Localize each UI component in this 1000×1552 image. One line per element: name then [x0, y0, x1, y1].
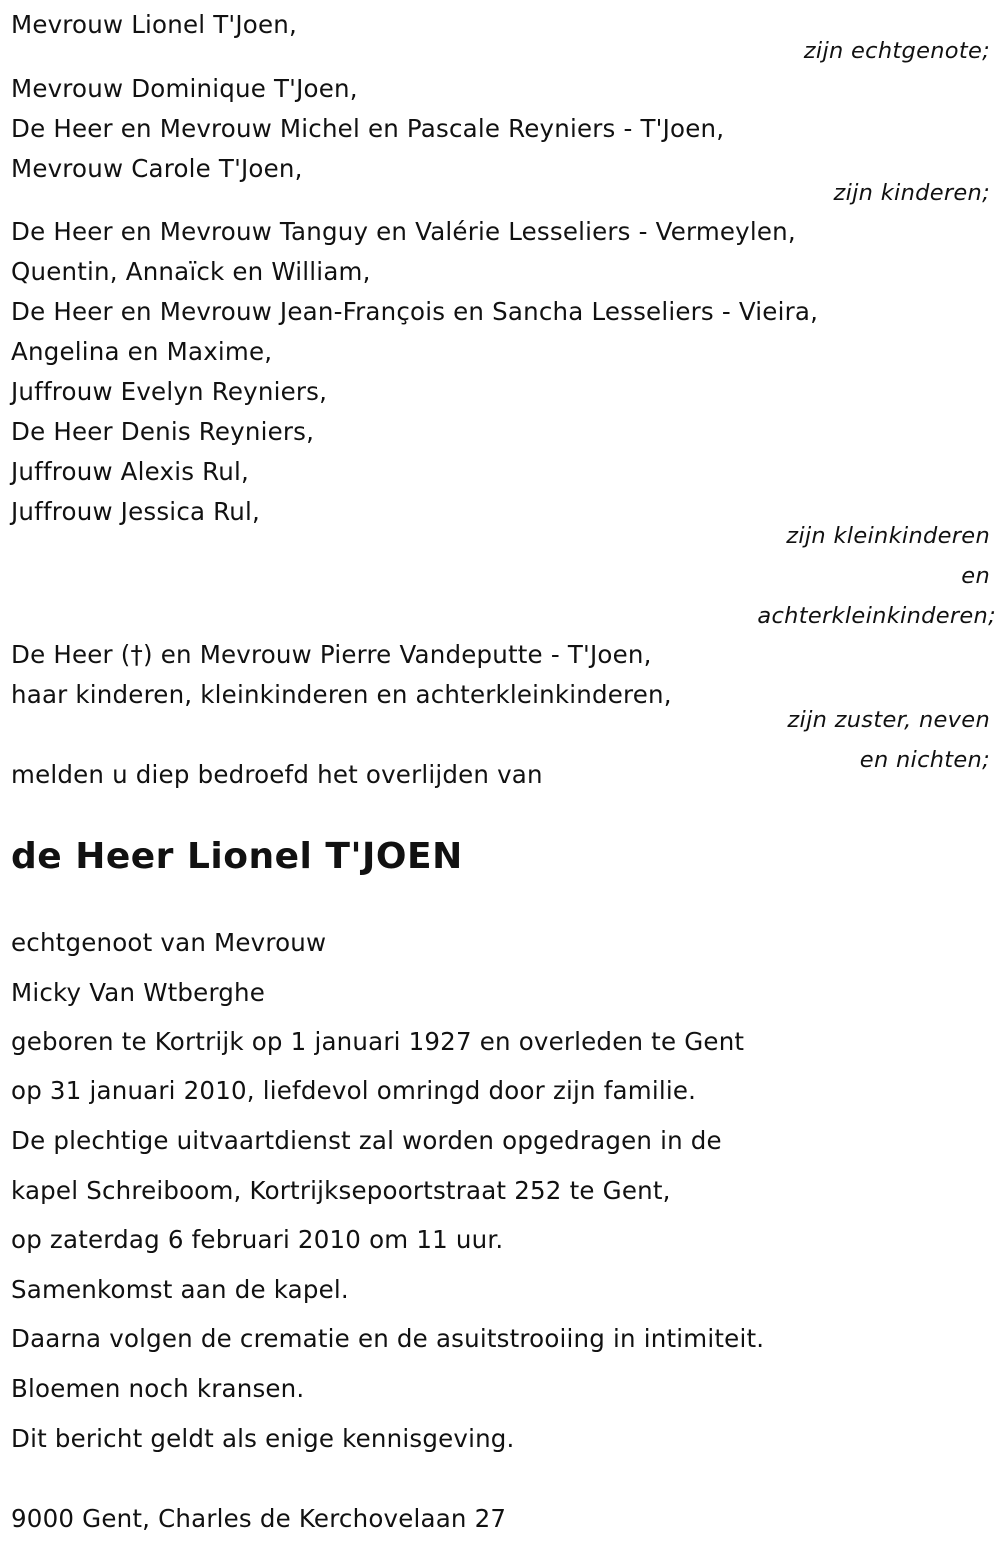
spouse-role: zijn echtgenote; — [803, 38, 990, 64]
grandchild-line: Juffrouw Jessica Rul, — [11, 497, 261, 526]
grandchildren-role: en — [961, 563, 990, 589]
detail-line: Samenkomst aan de kapel. — [11, 1275, 349, 1304]
detail-line: kapel Schreiboom, Kortrijksepoortstraat 252 te Gent, — [11, 1176, 671, 1205]
detail-line: op zaterdag 6 februari 2010 om 11 uur. — [11, 1225, 504, 1254]
grandchild-line: De Heer en Mevrouw Tanguy en Valérie Lesseliers - Vermeylen, — [11, 217, 796, 246]
detail-line: Daarna volgen de crematie en de asuitstrooiing in intimiteit. — [11, 1324, 765, 1353]
child-line: Mevrouw Carole T'Joen, — [11, 154, 303, 183]
detail-line: De plechtige uitvaartdienst zal worden opgedragen in de — [11, 1126, 722, 1155]
sister-role: zijn zuster, neven — [787, 707, 990, 733]
detail-line: echtgenoot van Mevrouw — [11, 928, 327, 957]
sister-line: De Heer (†) en Mevrouw Pierre Vandeputte - T'Joen, — [11, 640, 652, 669]
grandchild-line: Quentin, Annaïck en William, — [11, 257, 371, 286]
announcement-text: melden u diep bedroefd het overlijden van — [11, 760, 543, 789]
children-role: zijn kinderen; — [833, 180, 990, 206]
sister-role: en nichten; — [859, 747, 990, 773]
detail-line: Micky Van Wtberghe — [11, 978, 266, 1007]
sister-line: haar kinderen, kleinkinderen en achterkleinkinderen, — [11, 680, 672, 709]
grandchild-line: De Heer Denis Reyniers, — [11, 417, 315, 446]
detail-line: geboren te Kortrijk op 1 januari 1927 en overleden te Gent — [11, 1027, 745, 1056]
grandchild-line: Juffrouw Alexis Rul, — [11, 457, 249, 486]
spouse-line: Mevrouw Lionel T'Joen, — [11, 10, 297, 39]
grandchild-line: Juffrouw Evelyn Reyniers, — [11, 377, 328, 406]
grandchildren-role: zijn kleinkinderen — [786, 523, 990, 549]
grandchildren-role: achterkleinkinderen; — [757, 603, 996, 629]
detail-line: op 31 januari 2010, liefdevol omringd door zijn familie. — [11, 1076, 697, 1105]
deceased-name: de Heer Lionel T'JOEN — [11, 836, 463, 877]
address-line: 9000 Gent, Charles de Kerchovelaan 27 — [11, 1504, 507, 1533]
child-line: De Heer en Mevrouw Michel en Pascale Reyniers - T'Joen, — [11, 114, 725, 143]
detail-line: Bloemen noch kransen. — [11, 1374, 305, 1403]
grandchild-line: De Heer en Mevrouw Jean-François en Sancha Lesseliers - Vieira, — [11, 297, 819, 326]
child-line: Mevrouw Dominique T'Joen, — [11, 74, 358, 103]
detail-line: Dit bericht geldt als enige kennisgeving. — [11, 1424, 515, 1453]
grandchild-line: Angelina en Maxime, — [11, 337, 273, 366]
